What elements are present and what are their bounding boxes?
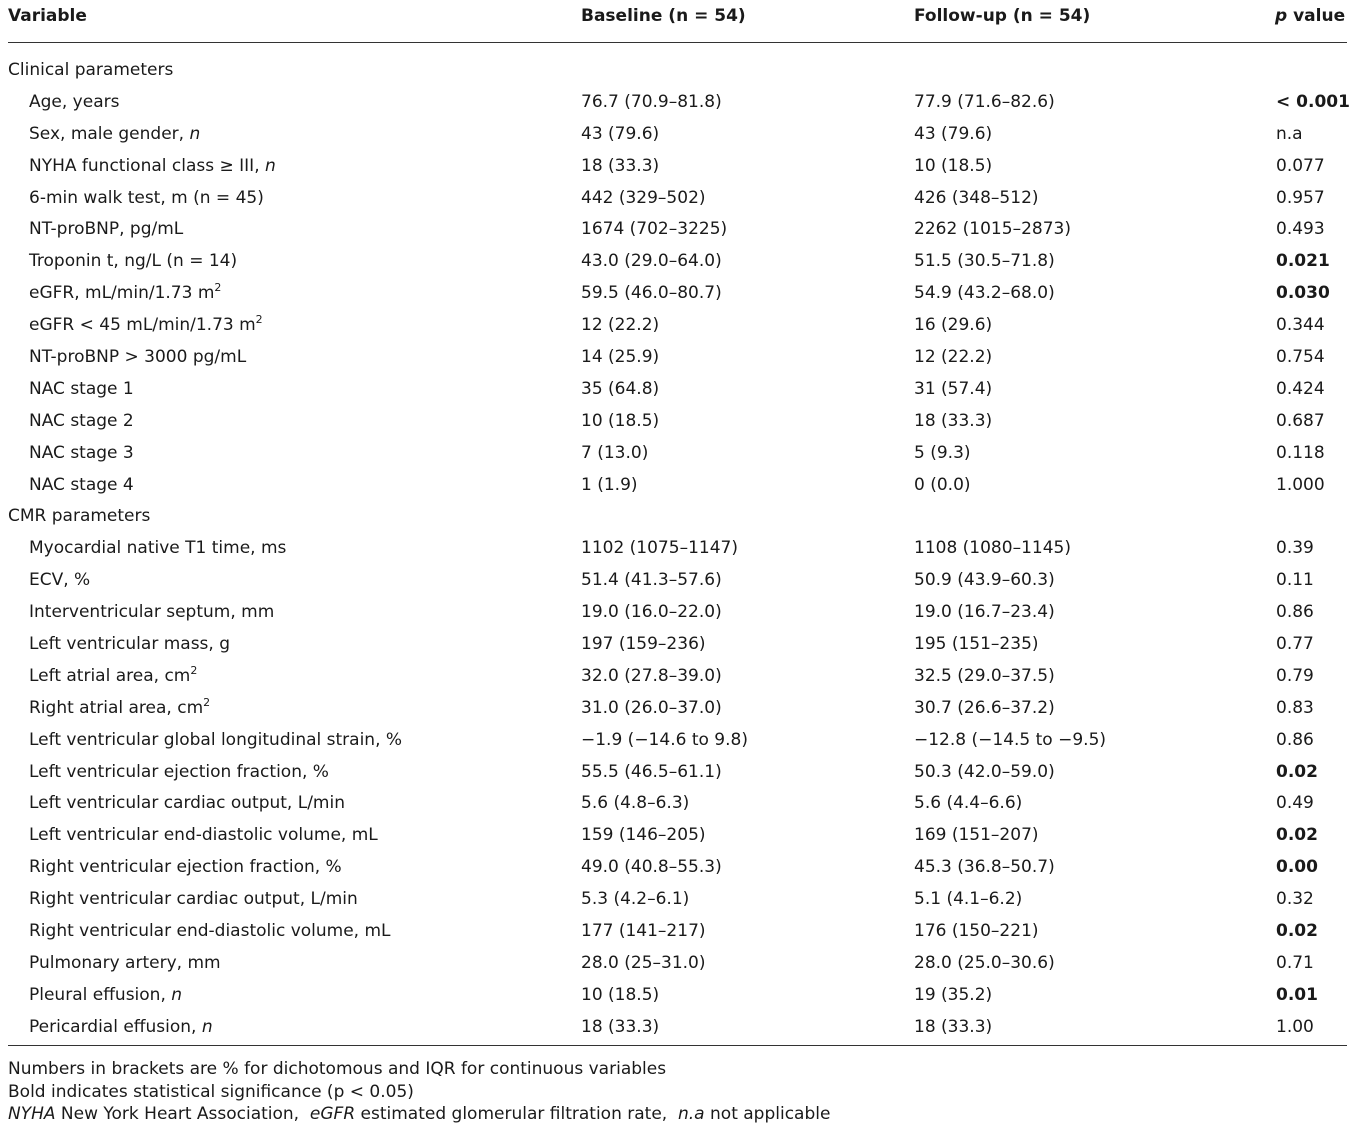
row-label [29,538,286,558]
p-value: 0.32 [1276,889,1314,910]
p-value: 0.71 [1276,952,1314,973]
row-label [29,602,274,622]
followup-value: 426 (348–512) [914,187,1039,208]
p-value: 0.344 [1276,315,1325,336]
table-row [8,214,1348,246]
baseline-value: −1.9 (−14.6 to 9.8) [581,729,748,750]
header-followup-label: Follow-up [914,6,1007,26]
footnote-brackets: Numbers in brackets are % for dichotomous and IQR for continuous variables [8,1059,667,1079]
p-value: 1.00 [1276,1016,1314,1037]
baseline-value: 1 (1.9) [581,474,638,495]
table-row [8,470,1348,502]
followup-value: 18 (33.3) [914,410,993,431]
def-egfr: estimated glomerular filtration rate, [355,1104,678,1124]
table-row [8,374,1348,406]
footnote-abbreviations [8,1103,830,1126]
row-label-text: Left ventricular cardiac output, L/min [29,793,345,814]
baseline-value: 7 (13.0) [581,442,649,463]
followup-value: 2262 (1015–2873) [914,219,1071,240]
table-row [8,757,1348,789]
row-label-text: Pleural effusion, [29,984,172,1005]
followup-value: 169 (151–207) [914,825,1039,846]
table-row [8,597,1348,629]
row-label [29,156,276,176]
row-label [29,347,246,367]
section-header [8,501,1348,533]
table-row [8,151,1348,183]
p-value: 0.02 [1276,825,1318,846]
row-label [29,188,264,208]
row-label [29,379,134,399]
baseline-value: 14 (25.9) [581,347,660,368]
table-row [8,788,1348,820]
table-row [8,565,1348,597]
table-row [8,438,1348,470]
row-label [29,570,90,590]
header-followup [914,6,1090,26]
baseline-value: 197 (159–236) [581,634,706,655]
row-label-text: Sex, male gender, [29,123,190,144]
row-label-text: Left ventricular ejection fraction, % [29,761,329,782]
followup-value: 54.9 (43.2–68.0) [914,283,1055,304]
table-row [8,87,1348,119]
p-value: 0.957 [1276,187,1325,208]
followup-value: −12.8 (−14.5 to −9.5) [914,729,1107,750]
baseline-value: 19.0 (16.0–22.0) [581,602,722,623]
row-label-text: NAC stage 3 [29,442,134,463]
row-label [29,283,221,303]
header-baseline-n: (n = 54) [668,6,746,26]
table-row [8,119,1348,151]
section-title: Clinical parameters [8,60,174,80]
p-value: 0.49 [1276,793,1314,814]
baseline-value: 32.0 (27.8–39.0) [581,665,722,686]
p-value: 0.01 [1276,984,1318,1005]
baseline-value: 76.7 (70.9–81.8) [581,91,722,112]
row-label [29,634,230,654]
row-label [29,921,391,941]
row-label-text: NAC stage 1 [29,378,134,399]
table-row [8,852,1348,884]
row-label-text: Age, years [29,91,120,112]
followup-value: 50.3 (42.0–59.0) [914,761,1055,782]
header-p-rest: value [1287,6,1346,26]
row-label [29,985,182,1005]
row-label-text: Troponin t, ng/L (n = 14) [29,251,238,272]
baseline-value: 43.0 (29.0–64.0) [581,251,722,272]
row-label-superscript: 2 [190,663,198,677]
abbr-na: n.a [678,1104,705,1124]
row-label [29,411,134,431]
table-row [8,406,1348,438]
table-row [8,278,1348,310]
section-header [8,55,1348,87]
table-footnotes [8,1058,830,1126]
baseline-value: 31.0 (26.0–37.0) [581,697,722,718]
p-value: 0.77 [1276,634,1314,655]
row-label [29,793,345,813]
followup-value: 77.9 (71.6–82.6) [914,91,1055,112]
row-label-text: eGFR < 45 mL/min/1.73 m [29,315,256,336]
table-body [8,55,1348,1044]
row-label [29,857,342,877]
table-row [8,310,1348,342]
followup-value: 16 (29.6) [914,315,993,336]
row-label [29,124,200,144]
row-label [29,251,237,271]
baseline-value: 5.6 (4.8–6.3) [581,793,690,814]
p-value: 0.424 [1276,378,1325,399]
row-label-text: Right ventricular end-diastolic volume, mL [29,921,391,942]
row-label-italic: n [189,123,201,144]
footer-rule [8,1045,1347,1046]
baseline-value: 10 (18.5) [581,984,660,1005]
followup-value: 19 (35.2) [914,984,993,1005]
row-label [29,730,402,750]
row-label [29,953,221,973]
p-value: 0.493 [1276,219,1325,240]
row-label [29,695,211,718]
header-p-value [1275,6,1345,26]
row-label-text: Interventricular septum, mm [29,602,275,623]
followup-value: 51.5 (30.5–71.8) [914,251,1055,272]
header-variable: Variable [8,6,87,26]
row-label-text: Left ventricular end-diastolic volume, mL [29,825,378,846]
row-label-text: Pulmonary artery, mm [29,952,221,973]
header-p-italic: p [1275,6,1288,26]
p-value: 0.39 [1276,538,1314,559]
row-label [29,92,119,112]
header-baseline [581,6,746,26]
row-label-text: Right ventricular ejection fraction, % [29,857,342,878]
followup-value: 50.9 (43.9–60.3) [914,570,1055,591]
p-value: 0.11 [1276,570,1314,591]
baseline-value: 1102 (1075–1147) [581,538,738,559]
row-label-text: Pericardial effusion, [29,1016,202,1037]
baseline-value: 35 (64.8) [581,378,660,399]
row-label-text: Right atrial area, cm [29,697,204,718]
p-value: n.a [1276,123,1303,144]
table-row [8,948,1348,980]
followup-value: 176 (150–221) [914,921,1039,942]
p-value: 0.077 [1276,155,1325,176]
p-value: 0.02 [1276,921,1318,942]
baseline-value: 159 (146–205) [581,825,706,846]
baseline-value: 28.0 (25–31.0) [581,952,706,973]
baseline-value: 59.5 (46.0–80.7) [581,283,722,304]
followup-value: 31 (57.4) [914,378,993,399]
followup-value: 30.7 (26.6–37.2) [914,697,1055,718]
table-row [8,693,1348,725]
table-row [8,533,1348,565]
row-label-italic: n [171,984,183,1005]
row-label-text: Myocardial native T1 time, ms [29,538,287,559]
def-nyha: New York Heart Association, [55,1104,310,1124]
header-followup-n: (n = 54) [1012,6,1091,26]
table-row [8,980,1348,1012]
row-label-text: NAC stage 4 [29,474,134,495]
row-label [29,663,198,686]
header-baseline-label: Baseline [581,6,663,26]
followup-value: 10 (18.5) [914,155,993,176]
followup-value: 1108 (1080–1145) [914,538,1071,559]
baseline-value: 177 (141–217) [581,921,706,942]
followup-value: 45.3 (36.8–50.7) [914,857,1055,878]
followup-value: 32.5 (29.0–37.5) [914,665,1055,686]
abbr-egfr: eGFR [309,1104,356,1124]
p-value: 0.030 [1276,283,1330,304]
baseline-value: 18 (33.3) [581,155,660,176]
p-value: 0.86 [1276,602,1314,623]
baseline-value: 43 (79.6) [581,123,660,144]
table-row [8,342,1348,374]
row-label-text: 6-min walk test, m (n = 45) [29,187,264,208]
followup-value: 5 (9.3) [914,442,971,463]
row-label [29,825,378,845]
table-row [8,183,1348,215]
p-value: < 0.001 [1276,91,1350,112]
p-value: 0.118 [1276,442,1325,463]
table-row [8,916,1348,948]
p-value: 0.86 [1276,729,1314,750]
row-label [29,219,183,239]
row-label-text: Left ventricular global longitudinal strain, % [29,729,403,750]
baseline-value: 18 (33.3) [581,1016,660,1037]
baseline-value: 5.3 (4.2–6.1) [581,889,690,910]
table-row [8,661,1348,693]
followup-value: 195 (151–235) [914,634,1039,655]
table-row [8,820,1348,852]
p-value: 0.79 [1276,665,1314,686]
row-label-superscript: 2 [203,695,211,709]
section-title: CMR parameters [8,506,151,527]
followup-value: 12 (22.2) [914,347,993,368]
p-value: 0.021 [1276,251,1330,272]
followup-value: 28.0 (25.0–30.6) [914,952,1055,973]
row-label [29,315,263,335]
baseline-value: 12 (22.2) [581,315,660,336]
row-label-superscript: 2 [255,313,263,327]
def-na: not applicable [704,1104,831,1124]
row-label-text: NYHA functional class ≥ III, [29,155,266,176]
row-label [29,443,134,463]
row-label-text: NT-proBNP, pg/mL [29,219,184,240]
row-label-italic: n [201,1016,213,1037]
followup-value: 18 (33.3) [914,1016,993,1037]
table-row [8,1012,1348,1044]
row-label-text: ECV, % [29,570,91,591]
table-row [8,725,1348,757]
followup-value: 0 (0.0) [914,474,971,495]
row-label-text: Left ventricular mass, g [29,634,231,655]
footnote-bold: Bold indicates statistical significance (p < 0.05) [8,1081,414,1102]
row-label-superscript: 2 [214,281,222,295]
table-header [8,0,1348,42]
followup-value: 19.0 (16.7–23.4) [914,602,1055,623]
followup-value: 43 (79.6) [914,123,993,144]
row-label [29,475,134,495]
baseline-value: 55.5 (46.5–61.1) [581,761,722,782]
followup-value: 5.1 (4.1–6.2) [914,889,1023,910]
header-rule [8,42,1347,43]
baseline-value: 51.4 (41.3–57.6) [581,570,722,591]
table-row [8,246,1348,278]
p-value: 0.00 [1276,857,1318,878]
p-value: 0.754 [1276,347,1325,368]
results-table [8,0,1350,1037]
baseline-value: 49.0 (40.8–55.3) [581,857,722,878]
row-label [29,1017,213,1037]
row-label-italic: n [265,155,276,176]
abbr-nyha: NYHA [8,1104,56,1124]
p-value: 0.687 [1276,410,1325,431]
table-row [8,629,1348,661]
row-label-text: Left atrial area, cm [29,665,191,686]
row-label-text: NAC stage 2 [29,410,134,431]
baseline-value: 1674 (702–3225) [581,219,728,240]
row-label-text: Right ventricular cardiac output, L/min [29,889,358,910]
p-value: 1.000 [1276,474,1325,495]
table-row [8,884,1348,916]
row-label-text: NT-proBNP > 3000 pg/mL [29,347,247,368]
followup-value: 5.6 (4.4–6.6) [914,793,1023,814]
baseline-value: 442 (329–502) [581,187,706,208]
p-value: 0.83 [1276,697,1314,718]
row-label [29,762,329,782]
p-value: 0.02 [1276,761,1318,782]
row-label [29,889,358,909]
baseline-value: 10 (18.5) [581,410,660,431]
row-label-text: eGFR, mL/min/1.73 m [29,283,215,304]
